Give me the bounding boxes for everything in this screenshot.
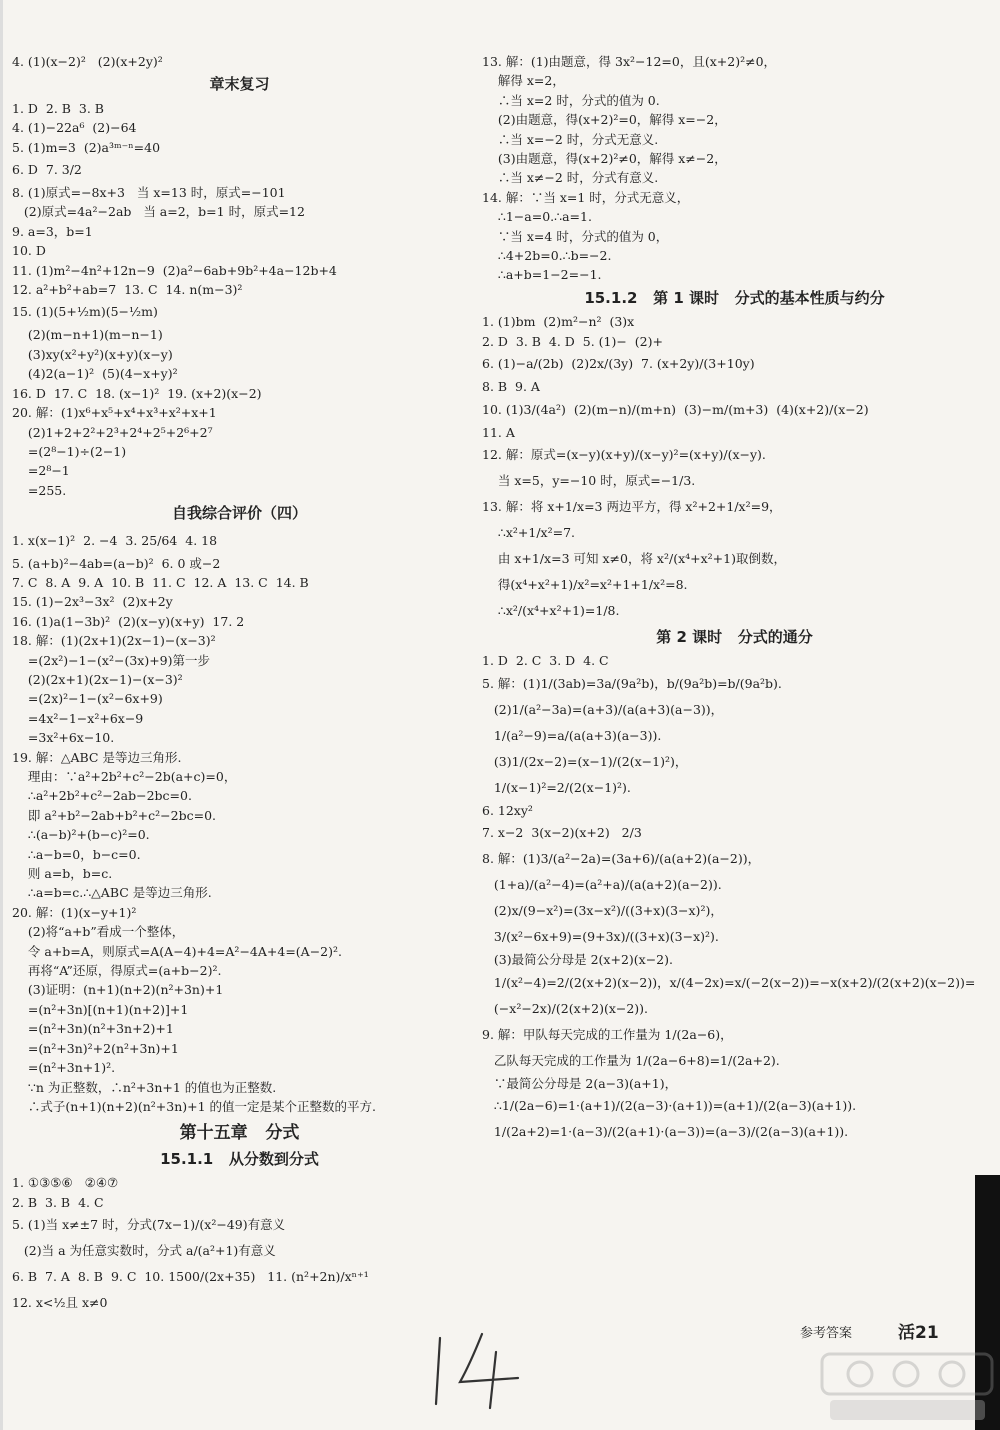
answer-line: 令 a+b=A，则原式=A(A−4)+4=A²−4A+4=(A−2)². xyxy=(12,943,342,959)
answer-line: 1. x(x−1)² 2. −4 3. 25/64 4. 18 xyxy=(12,532,218,548)
answer-line: 1. (1)bm (2)m²−n² (3)x xyxy=(482,314,635,330)
answer-line: ∴a²+2b²+c²−2ab−2bc=0. xyxy=(12,788,192,804)
answer-line: 理由：∵a²+2b²+c²−2b(a+c)=0， xyxy=(12,769,237,784)
answer-line: 1/(2a+2)=1·(a−3)/(2(a+1)·(a−3))=(a−3)/(2(a−3)(a+1)). xyxy=(482,1123,849,1139)
answer-line: 5. 解：(1)1/(3ab)=3a/(9a²b)，b/(9a²b)=b/(9a²b). xyxy=(482,675,782,691)
answer-line: (2)1+2+2²+2³+2⁴+2⁵+2⁶+2⁷ xyxy=(12,424,213,440)
answer-line: (3)xy(x²+y²)(x+y)(x−y) xyxy=(12,346,173,362)
answer-line: 3/(x²−6x+9)=(9+3x)/((3+x)(3−x)²). xyxy=(482,929,719,945)
answer-line: (2)x/(9−x²)=(3x−x²)/((3+x)(3−x)²)， xyxy=(482,903,723,919)
answer-line: 8. (1)原式=−8x+3 当 x=13 时，原式=−101 xyxy=(12,185,286,201)
answer-line: 4. (1)(x−2)² (2)(x+2y)² xyxy=(12,54,163,69)
answer-line: (2)(2x+1)(2x−1)−(x−3)² xyxy=(12,671,183,687)
answer-line: 1/(a²−9)=a/(a(a+3)(a−3)). xyxy=(482,727,662,743)
answer-line: =(n²+3n)²+2(n²+3n)+1 xyxy=(12,1040,179,1056)
answer-line: ∴a+b=1−2=−1. xyxy=(482,267,602,283)
answer-line: (1+a)/(a²−4)=(a²+a)/(a(a+2)(a−2)). xyxy=(482,877,722,893)
answer-line: ∴1−a=0.∴a=1. xyxy=(482,209,592,225)
answer-line: =(n²+3n)[(n+1)(n+2)]+1 xyxy=(12,1001,189,1017)
answer-line: 6. (1)−a/(2b) (2)2x/(3y) 7. (x+2y)/(3+10y) xyxy=(482,356,755,372)
answer-line: =(2x²)−1−(x²−(3x)+9)第一步 xyxy=(12,652,211,668)
answer-line: ∴a−b=0，b−c=0. xyxy=(12,846,141,862)
answer-line: 20. 解：(1)(x−y+1)² xyxy=(12,904,137,920)
answer-line: (3)最简公分母是 2(x+2)(x−2). xyxy=(482,952,673,968)
footer-label: 参考答案 xyxy=(800,1326,853,1341)
answer-line: =3x²+6x−10. xyxy=(12,730,115,746)
answer-line: 10. D xyxy=(12,243,46,259)
answer-line: ∵当 x=4 时，分式的值为 0， xyxy=(482,228,669,244)
answer-line: 7. x−2 3(x−2)(x+2) 2/3 xyxy=(482,825,642,841)
answer-line: ∴(a−b)²+(b−c)²=0. xyxy=(12,827,150,843)
answer-line: 则 a=b，b=c. xyxy=(12,866,113,882)
answer-line: 再将“A”还原，得原式=(a+b−2)². xyxy=(12,963,222,979)
answer-line: 15. (1)−2x³−3x² (2)x+2y xyxy=(12,594,173,610)
answer-column-left xyxy=(12,52,467,1316)
answer-line: ∴a=b=c.∴△ABC 是等边三角形. xyxy=(12,885,212,901)
answer-line: 当 x=5，y=−10 时，原式=−1/3. xyxy=(482,472,696,488)
answer-line: 1. ①③⑤⑥ ②④⑦ xyxy=(12,1175,119,1191)
answer-line: 13. 解：将 x+1/x=3 两边平方，得 x²+2+1/x²=9， xyxy=(482,498,782,514)
answer-line: 1/(x−1)²=2/(2(x−1)²). xyxy=(482,779,631,795)
answer-line: 乙队每天完成的工作量为 1/(2a−6+8)=1/(2a+2). xyxy=(482,1052,780,1068)
answer-line: (2)当 a 为任意实数时，分式 a/(a²+1)有意义 xyxy=(12,1242,276,1258)
section-heading: 第 2 课时 分式的通分 xyxy=(656,627,813,646)
answer-line: (2)将“a+b”看成一个整体， xyxy=(12,924,185,940)
answer-line: (3)证明：(n+1)(n+2)(n²+3n)+1 xyxy=(12,982,224,998)
answer-line: 得(x⁴+x²+1)/x²=x²+1+1/x²=8. xyxy=(482,576,688,592)
answer-line: 20. 解：(1)x⁶+x⁵+x⁴+x³+x²+x+1 xyxy=(12,405,217,421)
answer-line: (2)由题意，得(x+2)²=0，解得 x=−2， xyxy=(482,112,727,128)
answer-line: 5. (1)当 x≠±7 时，分式(7x−1)/(x²−49)有意义 xyxy=(12,1216,286,1232)
handwritten-note xyxy=(430,1330,540,1410)
answer-line: =(2x)²−1−(x²−6x+9) xyxy=(12,691,163,707)
answer-line: =(2⁸−1)÷(2−1) xyxy=(12,443,127,459)
answer-line: (2)原式=4a²−2ab 当 a=2，b=1 时，原式=12 xyxy=(12,204,305,220)
answer-line: 解得 x=2， xyxy=(482,73,565,89)
answer-line: 13. 解：(1)由题意，得 3x²−12=0，且(x+2)²≠0， xyxy=(482,54,777,69)
answer-line: 10. (1)3/(4a²) (2)(m−n)/(m+n) (3)−m/(m+3) (4)(x+2)/(x−2) xyxy=(482,401,869,417)
answer-line: (3)由题意，得(x+2)²≠0，解得 x≠−2， xyxy=(482,151,727,167)
answer-column-right xyxy=(482,52,987,1145)
answer-line: 9. 解：甲队每天完成的工作量为 1/(2a−6)， xyxy=(482,1026,733,1042)
answer-line: 8. 解：(1)3/(a²−2a)=(3a+6)/(a(a+2)(a−2))， xyxy=(482,851,761,867)
answer-line: =4x²−1−x²+6x−9 xyxy=(12,710,144,726)
answer-line: 6. B 7. A 8. B 9. C 10. 1500/(2x+35) 11. (n²+2n)/xⁿ⁺¹ xyxy=(12,1268,369,1284)
answer-line: ∴x²/(x⁴+x²+1)=1/8. xyxy=(482,602,620,618)
answer-line: 11. A xyxy=(482,424,515,440)
answer-line: ∴式子(n+1)(n+2)(n²+3n)+1 的值一定是某个正整数的平方. xyxy=(12,1098,377,1114)
page-number: 活21 xyxy=(898,1323,939,1343)
answer-line: 9. a=3，b=1 xyxy=(12,223,93,239)
answer-line: 12. x<½且 x≠0 xyxy=(12,1294,108,1310)
answer-line: (3)1/(2x−2)=(x−1)/(2(x−1)²)， xyxy=(482,753,688,769)
answer-line: 16. D 17. C 18. (x−1)² 19. (x+2)(x−2) xyxy=(12,385,262,401)
answer-line: 由 x+1/x=3 可知 x≠0，将 x²/(x⁴+x²+1)取倒数， xyxy=(482,550,786,566)
section-heading: 15.1.1 从分数到分式 xyxy=(160,1149,319,1168)
section-heading: 第十五章 分式 xyxy=(179,1123,300,1144)
answer-line: =(n²+3n+1)². xyxy=(12,1060,116,1076)
answer-line: 1/(x²−4)=2/(2(x+2)(x−2))，x/(4−2x)=x/(−2(x−2))=−x(x+2)/(2(x+2)(x−2))= xyxy=(482,974,976,990)
watermark-logo xyxy=(820,1350,995,1425)
section-heading: 自我综合评价（四） xyxy=(171,504,307,523)
answer-line: (2)1/(a²−3a)=(a+3)/(a(a+3)(a−3))， xyxy=(482,701,724,717)
answer-line: 8. B 9. A xyxy=(482,379,540,395)
answer-line: ∵n 为正整数，∴n²+3n+1 的值也为正整数. xyxy=(12,1079,277,1095)
answer-line: 6. 12xy² xyxy=(482,802,533,818)
answer-line: 2. B 3. B 4. C xyxy=(12,1194,104,1210)
answer-line: 即 a²+b²−2ab+b²+c²−2bc=0. xyxy=(12,807,216,823)
answer-line: 2. D 3. B 4. D 5. (1)− (2)+ xyxy=(482,333,663,349)
answer-line: =255. xyxy=(12,482,67,498)
answer-line: 5. (a+b)²−4ab=(a−b)² 6. 0 或−2 xyxy=(12,555,221,571)
answer-line: 6. D 7. 3/2 xyxy=(12,162,82,178)
answer-line: 12. a²+b²+ab=7 13. C 14. n(m−3)² xyxy=(12,282,243,298)
answer-line: 18. 解：(1)(2x+1)(2x−1)−(x−3)² xyxy=(12,633,216,649)
answer-line: ∴当 x=2 时，分式的值为 0. xyxy=(482,92,660,108)
scan-edge xyxy=(0,0,3,1430)
answer-line: 12. 解：原式=(x−y)(x+y)/(x−y)²=(x+y)/(x−y). xyxy=(482,446,766,462)
answer-line: ∴4+2b=0.∴b=−2. xyxy=(482,248,612,264)
answer-line: ∴x²+1/x²=7. xyxy=(482,524,576,540)
answer-line: ∴当 x≠−2 时，分式有意义. xyxy=(482,170,659,186)
answer-line: 5. (1)m=3 (2)a³ᵐ⁻ⁿ=40 xyxy=(12,139,161,155)
answer-line: 11. (1)m²−4n²+12n−9 (2)a²−6ab+9b²+4a−12b+4 xyxy=(12,262,337,278)
answer-line: ∵最简公分母是 2(a−3)(a+1)， xyxy=(482,1075,678,1091)
answer-line: (−x²−2x)/(2(x+2)(x−2)). xyxy=(482,1000,649,1016)
answer-line: ∴当 x=−2 时，分式无意义. xyxy=(482,131,659,147)
answer-line: 1. D 2. C 3. D 4. C xyxy=(482,653,609,669)
answer-line: 16. (1)a(1−3b)² (2)(x−y)(x+y) 17. 2 xyxy=(12,613,245,629)
answer-line: =2⁸−1 xyxy=(12,463,70,479)
answer-line: (4)2(a−1)² (5)(4−x+y)² xyxy=(12,366,178,382)
answer-line: =(n²+3n)(n²+3n+2)+1 xyxy=(12,1021,174,1037)
answer-line: 19. 解：△ABC 是等边三角形. xyxy=(12,749,182,765)
answer-line: 7. C 8. A 9. A 10. B 11. C 12. A 13. C 14. B xyxy=(12,574,309,590)
answer-line: 15. (1)(5+½m)(5−½m) xyxy=(12,304,158,320)
answer-line: 14. 解：∵当 x=1 时，分式无意义， xyxy=(482,189,690,205)
answer-line: 1. D 2. B 3. B xyxy=(12,100,104,116)
section-heading: 章末复习 xyxy=(209,75,270,94)
answer-line: 4. (1)−22a⁶ (2)−64 xyxy=(12,120,137,136)
answer-line: ∴1/(2a−6)=1·(a+1)/(2(a−3)·(a+1))=(a+1)/(2(a−3)(a+1)). xyxy=(482,1097,857,1113)
answer-line: (2)(m−n+1)(m−n−1) xyxy=(12,327,163,343)
section-heading: 15.1.2 第 1 课时 分式的基本性质与约分 xyxy=(584,288,885,307)
